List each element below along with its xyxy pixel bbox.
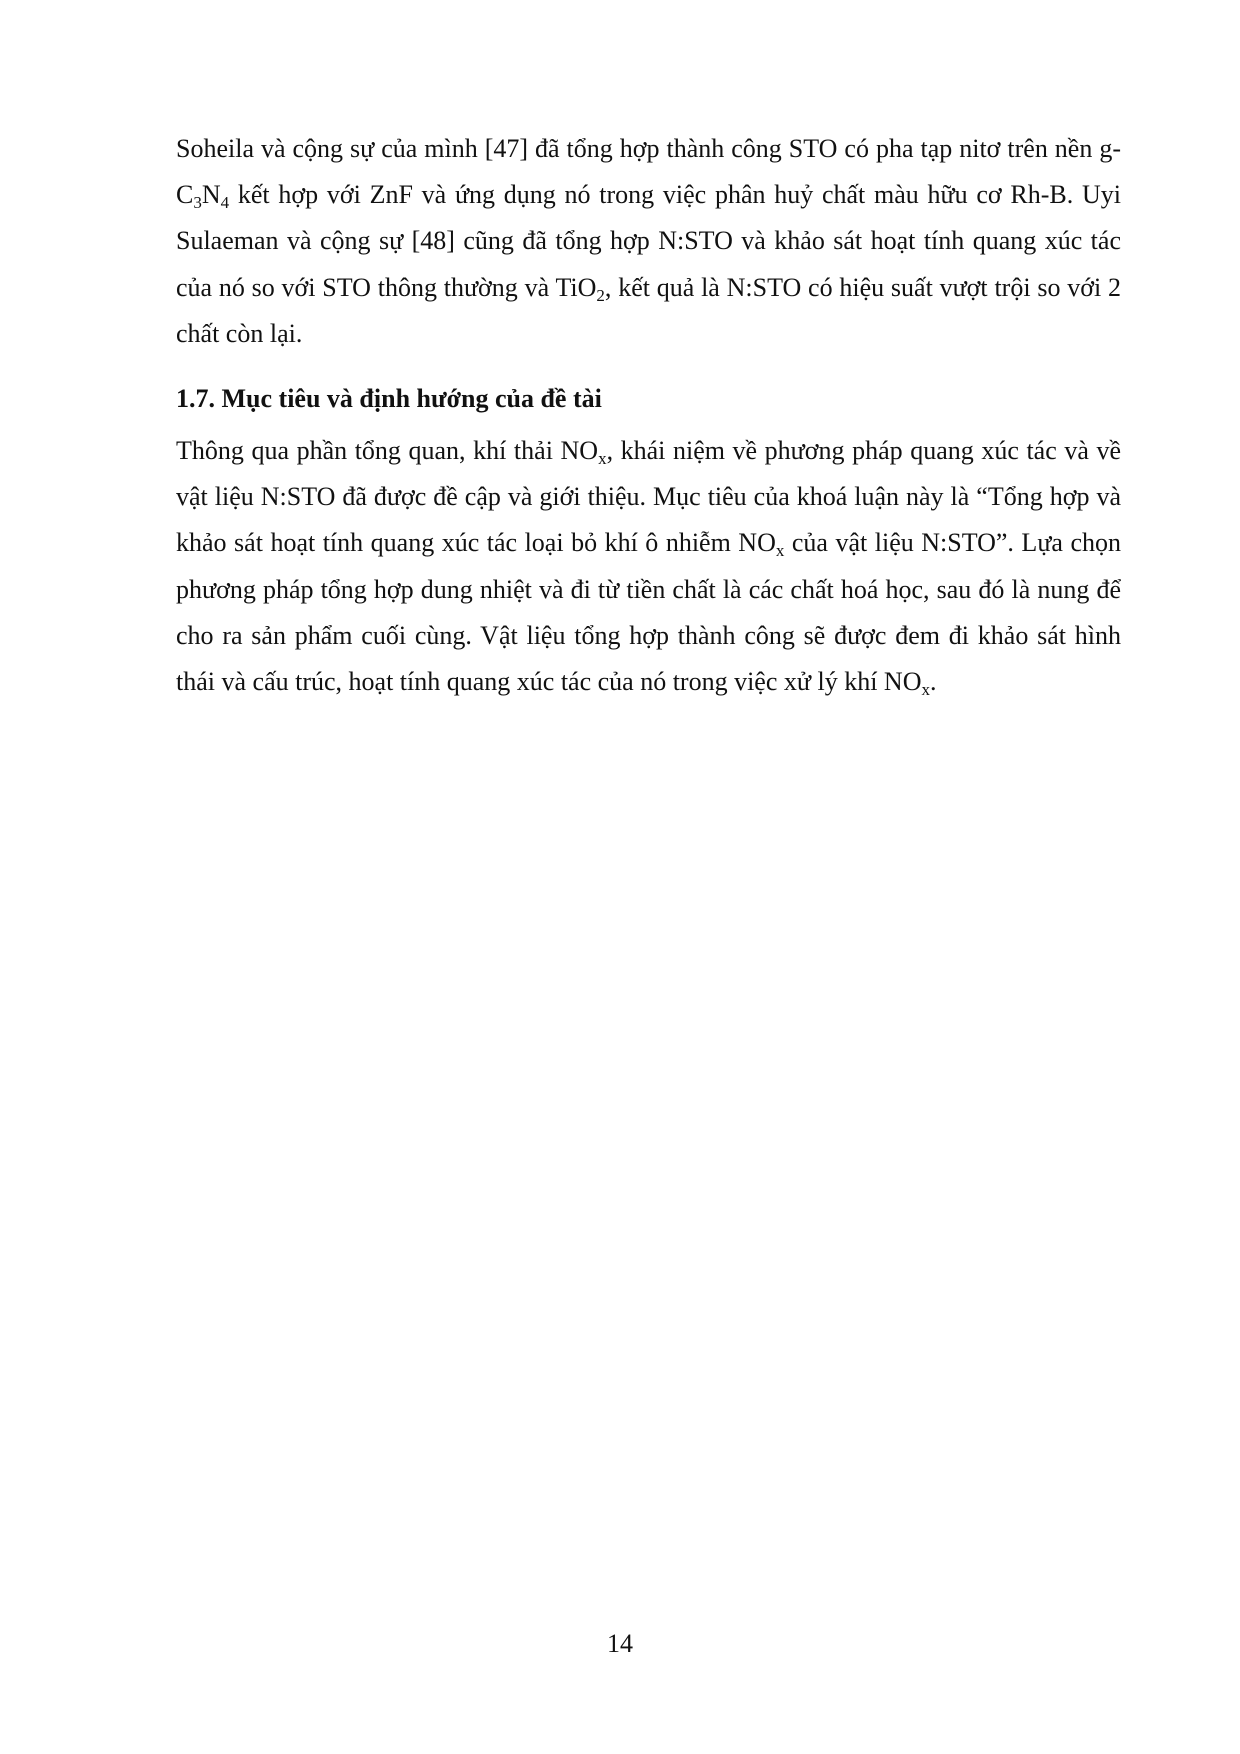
text-run: , kết quả là N:STO có hiệu suất vượt trội so với 2 chất còn lại.	[176, 272, 1121, 348]
subscript: 4	[220, 193, 230, 213]
subscript: 3	[193, 193, 202, 213]
intro-paragraph	[176, 126, 1121, 357]
section-heading: 1.7. Mục tiêu và định hướng của đề tài	[176, 384, 602, 414]
subscript: x	[775, 541, 785, 561]
text-run: kết hợp với ZnF và ứng dụng nó trong việc phân huỷ chất màu hữu cơ Rh-B. Uyi Sulaeman và cộng sự [48] cũng đã tổng hợp N:STO và khảo sát hoạt tính quang xúc tác của nó so với STO thông thường và TiO	[176, 180, 1121, 302]
text-run: , khái niệm về phương pháp quang xúc tác và về vật liệu N:STO đã được đề cập và giới thiệu. Mục tiêu của khoá luận này là “Tổng hợp và khảo sát hoạt tính quang xúc tác loại bỏ khí ô nhiễm NO	[176, 436, 1121, 558]
subscript: x	[921, 680, 930, 700]
objective-paragraph	[176, 428, 1121, 705]
text-run: N	[201, 180, 221, 210]
text-run: Soheila và cộng sự của mình [47] đã tổng hợp thành công STO có pha tạp nitơ trên nền g-C	[176, 134, 1121, 210]
page-number: 14	[607, 1629, 633, 1658]
page-body	[176, 126, 1121, 705]
text-run: Thông qua phần tổng quan, khí thải NO	[176, 436, 599, 466]
subscript: 2	[596, 285, 605, 305]
subscript: x	[598, 449, 607, 469]
text-run: của vật liệu N:STO”. Lựa chọn phương pháp tổng hợp dung nhiệt và đi từ tiền chất là các chất hoá học, sau đó là nung để cho ra sản phẩm cuối cùng. Vật liệu tổng hợp thành công sẽ được đem đi khảo sát hình thái và cấu trúc, hoạt tính quang xúc tác của nó trong việc xử lý khí NO	[176, 528, 1121, 697]
text-run: .	[929, 667, 937, 697]
